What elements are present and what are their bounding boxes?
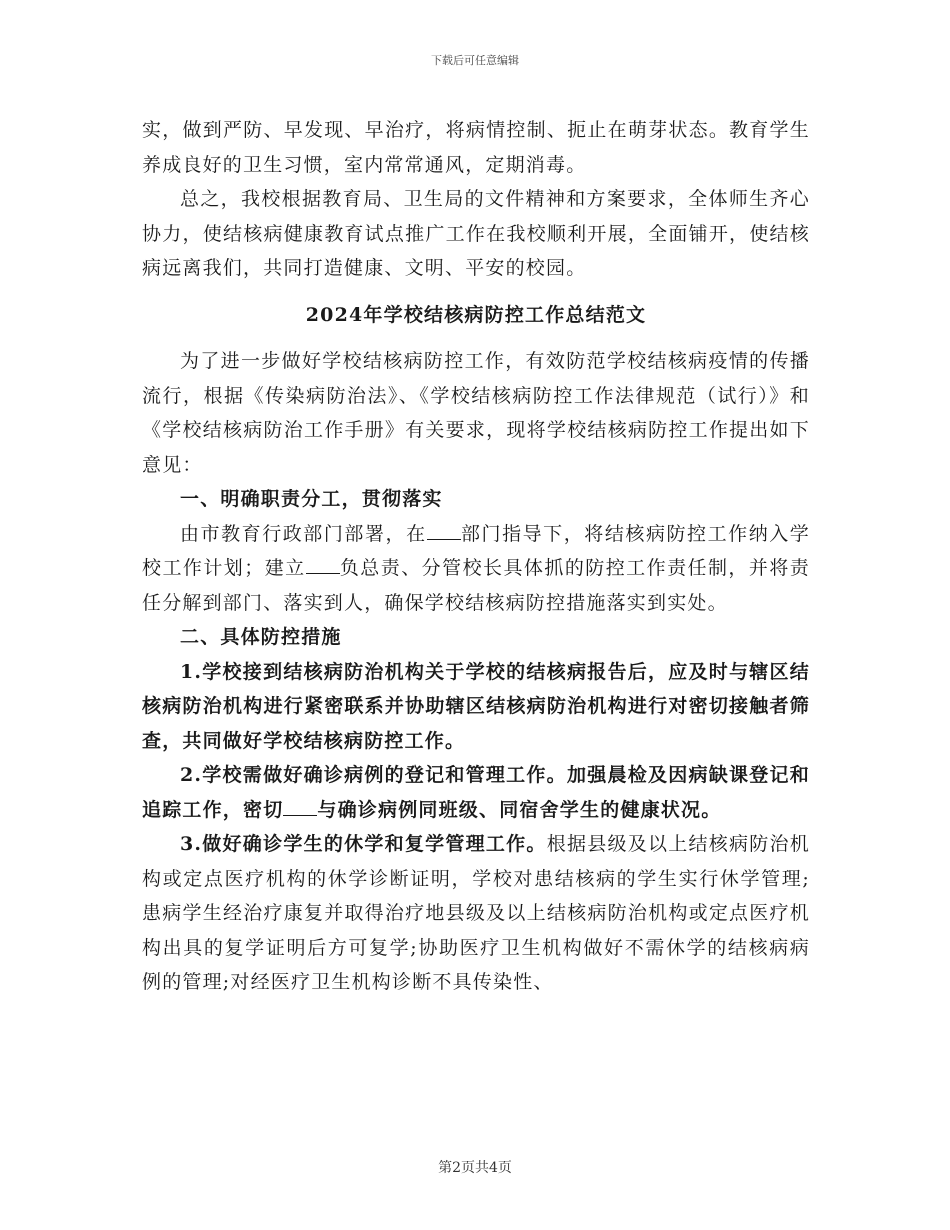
- page-footer: 第2页共4页: [438, 1160, 512, 1176]
- paragraph-continuation: 实，做到严防、早发现、早治疗，将病情控制、扼止在萌芽状态。教育学生养成良好的卫生习惯，室内常常通风，定期消毒。: [142, 119, 810, 176]
- measure-item-3-body: 根据县级及以上结核病防治机构或定点医疗机构的休学诊断证明，学校对患结核病的学生实行休学管理;患病学生经治疗康复并取得治疗地县级及以上结核病防治机构或定点医疗机构出具的复学证明后方可复学;协助医疗卫生机构做好不需休学的结核病病例的管理;对经医疗卫生机构诊断不具传染性、: [142, 833, 810, 993]
- document-body: [142, 113, 810, 1000]
- text-segment: 部门指导下，将结核病防控工作纳入学校工作计划；建立: [142, 522, 810, 579]
- measure-item-3: [142, 827, 810, 1000]
- measure-item-1: 1.学校接到结核病防治机构关于学校的结核病报告后，应及时与辖区结核病防治机构进行紧密联系并协助辖区结核病防治机构进行对密切接触者筛查，共同做好学校结核病防控工作。: [142, 660, 810, 752]
- section-heading-2: 二、具体防控措施: [180, 626, 342, 648]
- measure-item-3-lead: 3.做好确诊学生的休学和复学管理工作。: [180, 833, 547, 855]
- section-heading-1: 一、明确职责分工，贯彻落实: [180, 488, 443, 510]
- text-segment: 负总责、分管校长具体抓的防控工作责任制，并将责任分解到部门、落实到人，确保学校结核病防控措施落实到实处。: [142, 557, 810, 614]
- blank-line: [306, 555, 340, 574]
- page-header: 下载后可任意编辑: [431, 54, 519, 67]
- text-segment: 与确诊病例同班级、同宿舍学生的健康状况。: [317, 798, 722, 821]
- blank-line: [427, 521, 461, 540]
- measure-item-2: [142, 758, 810, 827]
- paragraph-responsibility: [142, 517, 810, 621]
- paragraph-intro: 为了进一步做好学校结核病防控工作，有效防范学校结核病疫情的传播流行，根据《传染病防治法》、《学校结核病防控工作法律规范（试行）》和《学校结核病防治工作手册》有关要求，现将学校结核病防控工作提出如下意见：: [142, 350, 810, 476]
- text-segment: 由市教育行政部门部署，在: [180, 522, 427, 545]
- text-segment: 2.学校需做好确诊病例的登记和管理工作。加强晨检及因病缺课登记和追踪工作，密切: [142, 764, 810, 821]
- document-title: 2024年学校结核病防控工作总结范文: [305, 303, 647, 326]
- paragraph-summary: 总之，我校根据教育局、卫生局的文件精神和方案要求，全体师生齐心协力，使结核病健康教育试点推广工作在我校顺利开展，全面铺开，使结核病远离我们，共同打造健康、文明、平安的校园。: [142, 188, 810, 279]
- blank-line: [283, 797, 317, 816]
